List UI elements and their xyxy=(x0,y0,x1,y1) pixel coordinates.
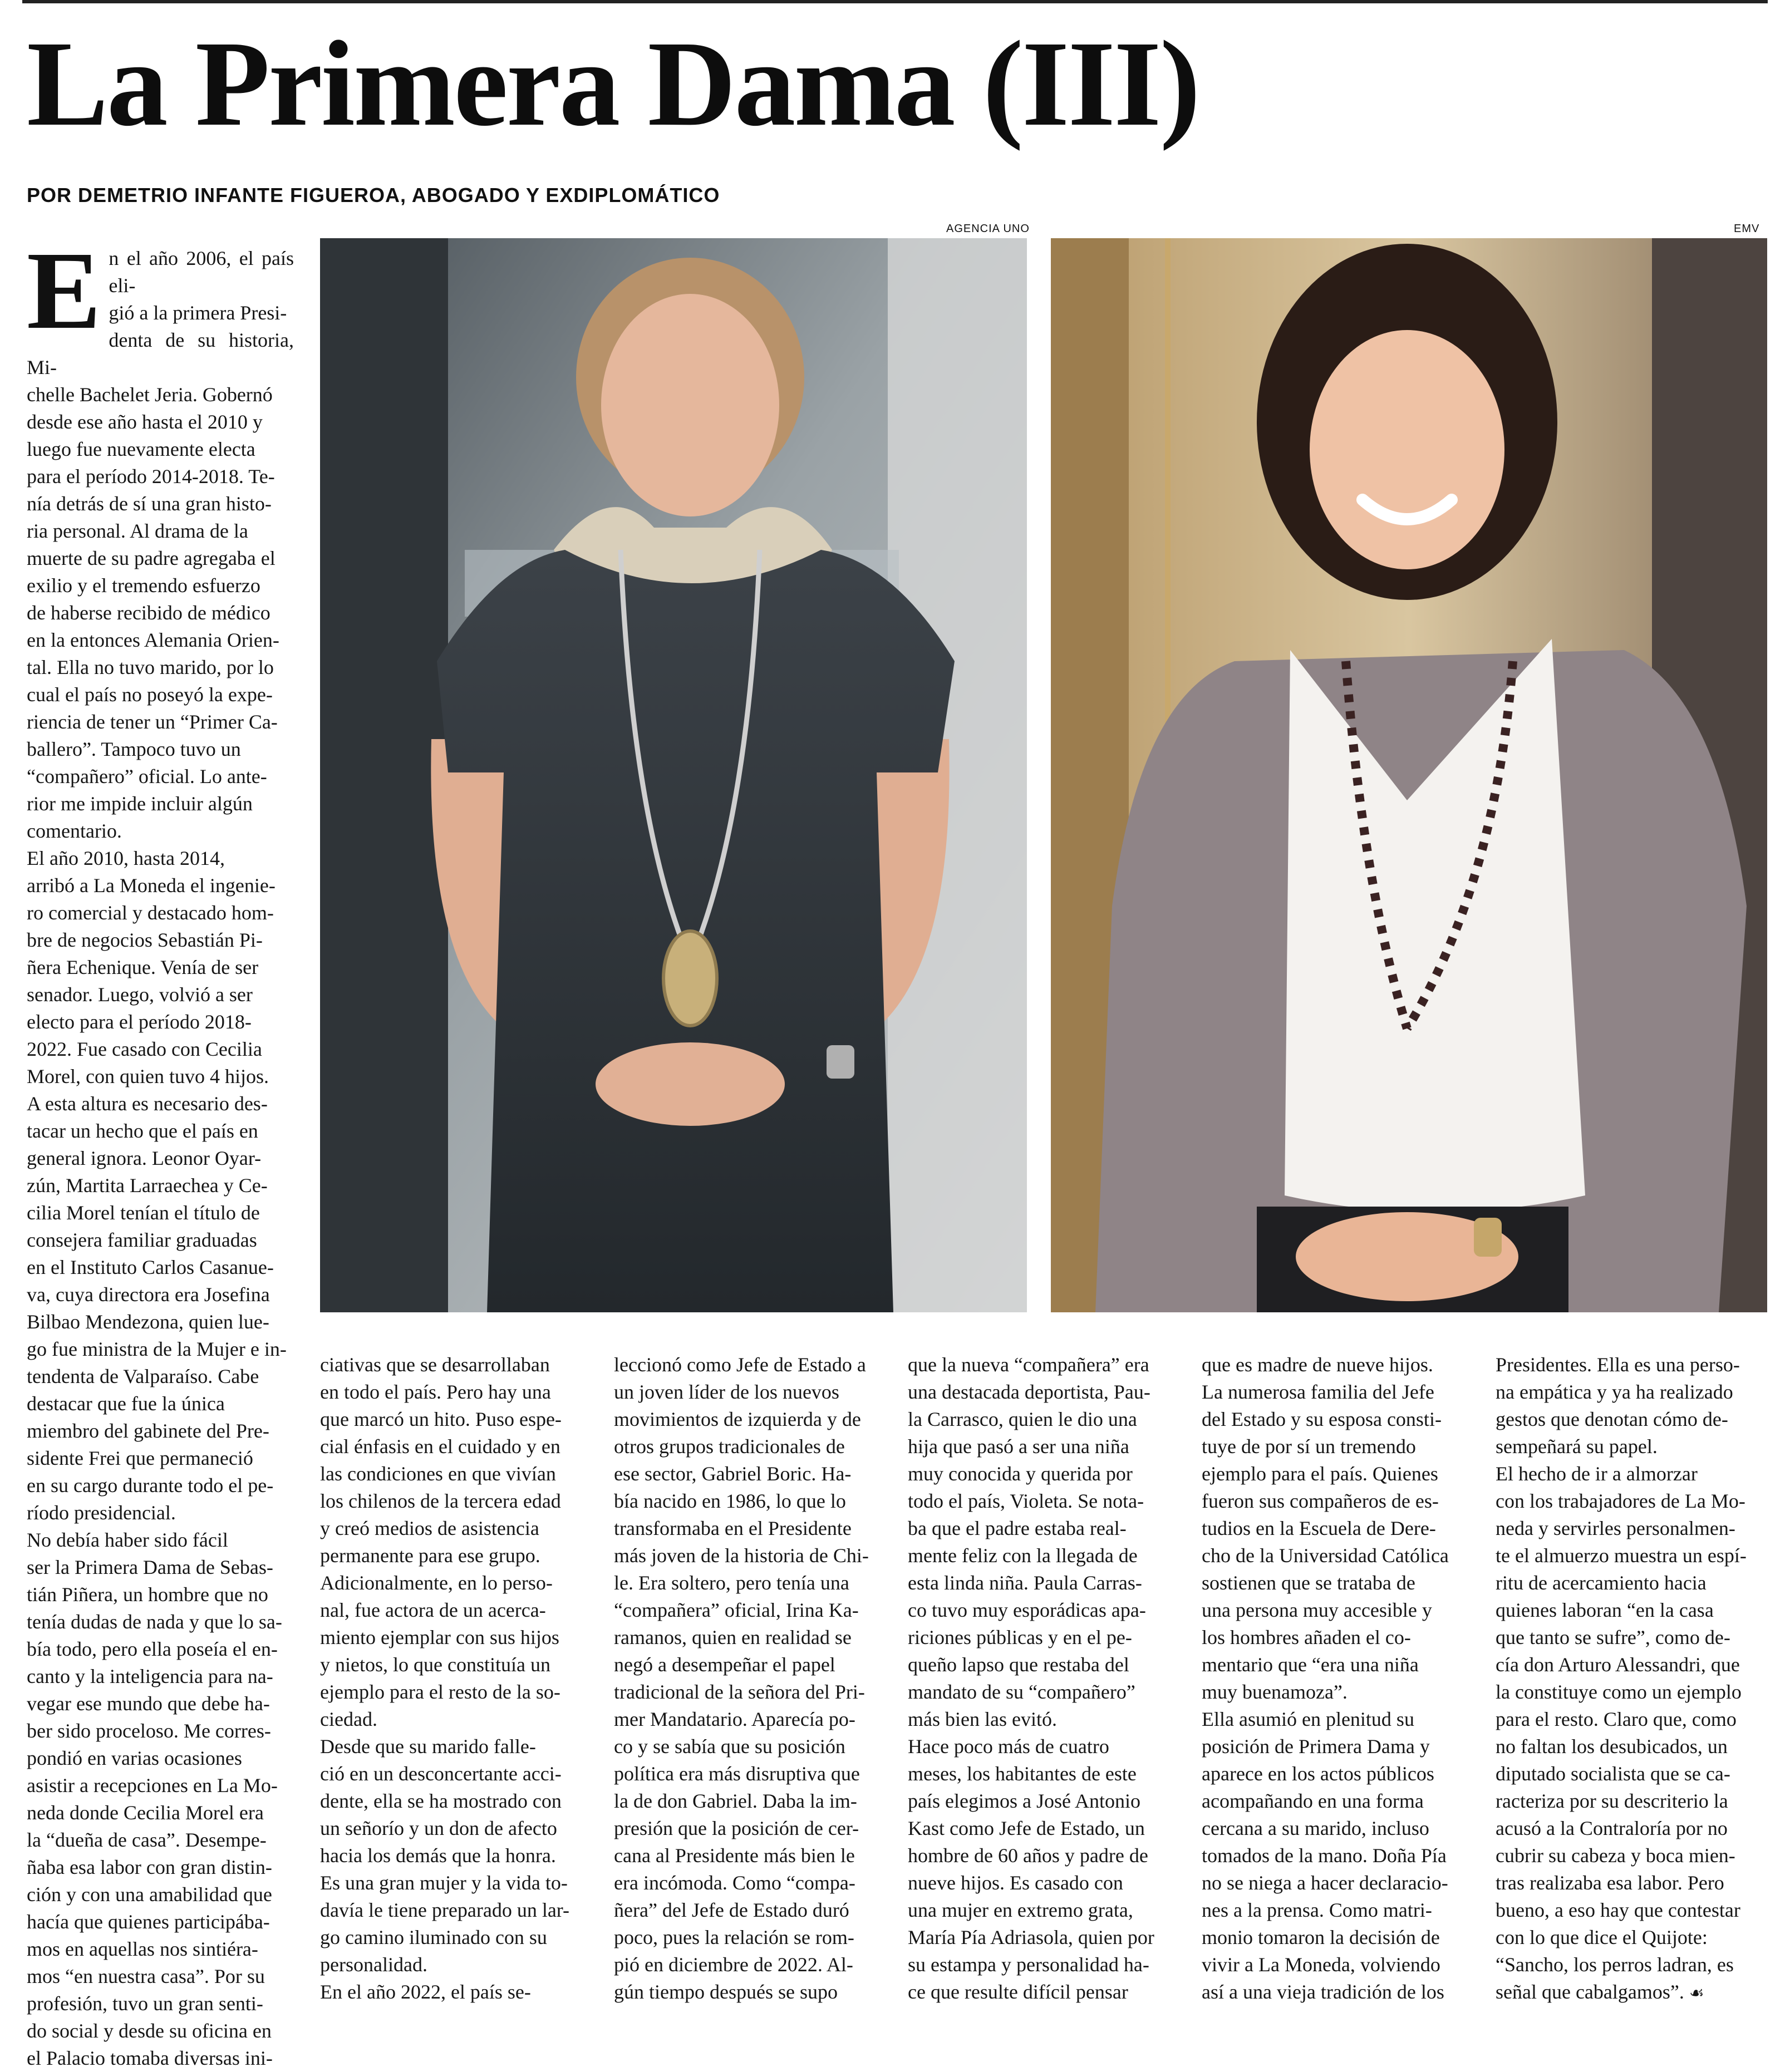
photo-left-illustration xyxy=(320,238,1027,1312)
article-text-col6: Presidentes. Ella es una perso- na empática y ya ha realizado gestos que denotan cómo de- sempeñará su papel. El hecho de ir a almorzar con los trabajadores de La Mo- neda y servirles personalmen- te el almuerzo muestra un espí- ritu de acercamiento hacia quienes laboran “en la casa que tanto se sufre”, como de- cía don Arturo Alessandri, que la constituye como un ejemplo para el resto. Claro que, como no faltan los desubicados, un diputado socialista que se ca- racteriza por su descriterio la acusó a la Contraloría por no cubrir su cabeza y boca mien- tras realizaba esa labor. Pero bueno, a eso hay que contestar con lo que dice el Quijote: “Sancho, los perros ladran, es señal que cabalgamos”. xyxy=(1496,1354,1747,2003)
top-rule xyxy=(22,0,1768,3)
article-column-5: que es madre de nueve hijos. La numerosa familia del Jefe del Estado y su esposa consti- tuye de por sí un tremendo ejemplo para el país. Quienes fueron sus compañeros de es- tudios en la Escuela de Dere- cho de la Universidad Católica sostienen que se trataba de una persona muy accesible y los hombres añaden el co- mentario que “era una niña muy buenamoza”. Ella asumió en plenitud su posición de Primera Dama y aparece en los actos públicos acompañando en una forma cercana a su marido, incluso tomados de la mano. Doña Pía no se niega a hacer declaracio- nes a la prensa. Como matri- monio tomaron la decisión de vivir a La Moneda, volviendo así a una vieja tradición de los xyxy=(1202,1354,1449,2003)
article-column-1 xyxy=(27,229,294,2069)
article-column-2: ciativas que se desarrollaban en todo el país. Pero hay una que marcó un hito. Puso espe- cial énfasis en el cuidado y en las condiciones en que vivían los chilenos de la tercera edad y creó medios de asistencia permanente para ese grupo. Adicionalmente, en lo perso- nal, fue actora de un acerca- miento ejemplar con sus hijos y nietos, lo que constituía un ejemplo para el resto de la so- ciedad. Desde que su marido falle- ció en un desconcertante acci- dente, ella se ha mostrado con un señorío y un don de afecto hacia los demás que la honra. Es una gran mujer y la vida to- davía le tiene preparado un lar- go camino iluminado con su personalidad. En el año 2022, el país se- xyxy=(320,1354,570,2003)
article-column-3: leccionó como Jefe de Estado a un joven líder de los nuevos movimientos de izquierda y de otros grupos tradicionales de ese sector, Gabriel Boric. Ha- bía nacido en 1986, lo que lo transformaba en el Presidente más joven de la historia de Chi- le. Era soltero, pero tenía una “compañera” oficial, Irina Ka- ramanos, quien en realidad se negó a desempeñar el papel tradicional de la señora del Pri- mer Mandatario. Aparecía po- co y se sabía que su posición política era más disruptiva que la de don Gabriel. Daba la im- presión que la posición de cer- cana al Presidente más bien le era incómoda. Como “compa- ñera” del Jefe de Estado duró poco, pues la relación se rom- pió en diciembre de 2022. Al- gún tiempo después se supo xyxy=(614,1354,869,2003)
photo-first-lady-right xyxy=(1051,238,1767,1312)
article-column-6 xyxy=(1496,1351,1767,2008)
photo-credit-left: AGENCIA UNO xyxy=(946,223,1030,235)
end-mark-icon: ☙ xyxy=(1689,1984,1704,2002)
photo-right-illustration xyxy=(1051,238,1767,1312)
byline: POR DEMETRIO INFANTE FIGUEROA, ABOGADO Y EXDIPLOMÁTICO xyxy=(27,184,720,206)
photo-credit-right: EMV xyxy=(1734,223,1760,235)
article-column-4: que la nueva “compañera” era una destacada deportista, Pau- la Carrasco, quien le dio una hija que pasó a ser una niña muy conocida y querida por todo el país, Violeta. Se nota- ba que el padre estaba real- mente feliz con la llegada de esta linda niña. Paula Carras- co tuvo muy esporádicas apa- riciones públicas y en el pe- queño lapso que restaba del mandato de su “compañero” más bien las evitó. Hace poco más de cuatro meses, los habitantes de este país elegimos a José Antonio Kast como Jefe de Estado, un hombre de 60 años y padre de nueve hijos. Es casado con una mujer en extremo grata, María Pía Adriasola, quien por su estampa y personalidad ha- ce que resulte difícil pensar xyxy=(908,1354,1154,2003)
drop-cap: E xyxy=(27,229,101,352)
page-title: La Primera Dama (III) xyxy=(27,16,1199,151)
photo-first-lady-left xyxy=(320,238,1027,1312)
article-text-col1: n el año 2006, el país eli- gió a la primera Presi- denta de su historia, Mi- chelle Bachelet Jeria. Gobernó desde ese año hasta el 2010 y luego fue nuevamente electa para el período 2014-2018. Te- nía detrás de sí una gran histo- ria personal. Al drama de la muerte de su padre agregaba el exilio y el tremendo esfuerzo de haberse recibido de médico en la entonces Alemania Orien- tal. Ella no tuvo marido, por lo cual el país no poseyó la expe- riencia de tener un “Primer Ca- ballero”. Tampoco tuvo un “compañero” oficial. Lo ante- rior me impide incluir algún comentario. El año 2010, hasta 2014, arribó a La Moneda el ingenie- ro comercial y destacado hom- bre de negocios Sebastián Pi- ñera Echenique. Venía de ser senador. Luego, volvió a ser electo para el período 2018- 2022. Fue casado con Cecilia Morel, con quien tuvo 4 hijos. A esta altura es necesario des- tacar un hecho que el país en general ignora. Leonor Oyar- zún, Martita Larraechea y Ce- cilia Morel tenían el título de consejera familiar graduadas en el Instituto Carlos Casanue- va, cuya directora era Josefina Bilbao Mendezona, quien lue- go fue ministra de la Mujer e in- tendenta de Valparaíso. Cabe destacar que fue la única miembro del gabinete del Pre- sidente Frei que permaneció en su cargo durante todo el pe- ríodo presidencial. No debía haber sido fácil ser la Primera Dama de Sebas- tián Piñera, un hombre que no tenía dudas de nada y que lo sa- bía todo, pero ella poseía el en- canto y la inteligencia para na- vegar ese mundo que debe ha- ber sido proceloso. Me corres- pondió en varias ocasiones asistir a recepciones en La Mo- neda donde Cecilia Morel era la “dueña de casa”. Desempe- ñaba esa labor con gran distin- ción y con una amabilidad que hacía que quienes participába- mos en aquellas nos sintiéra- mos “en nuestra casa”. Por su profesión, tuvo un gran senti- do social y desde su oficina en el Palacio tomaba diversas ini- xyxy=(27,247,294,2069)
